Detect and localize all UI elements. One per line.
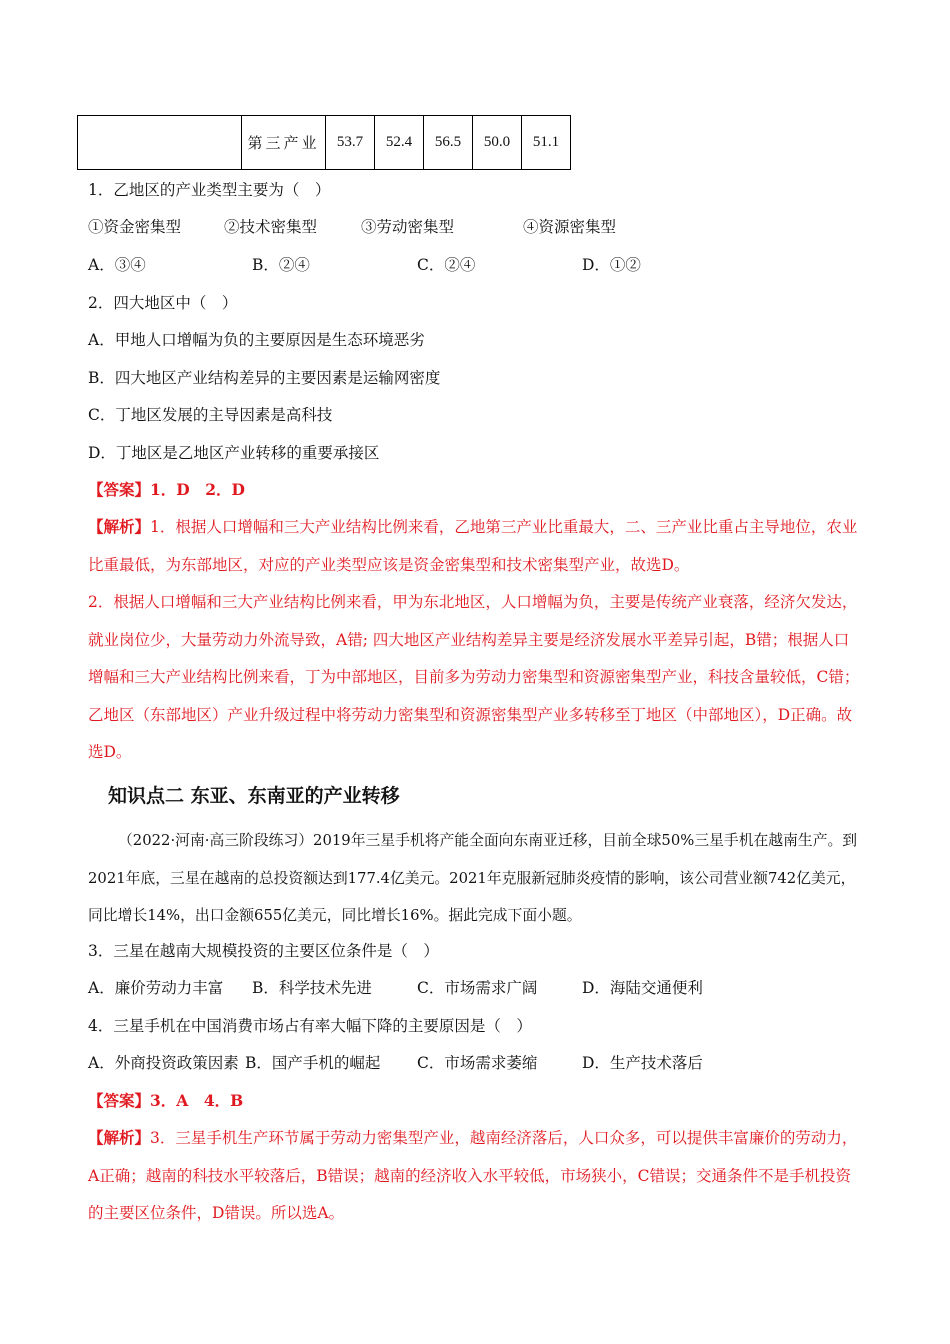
answer-tag: 【答案】 [88, 480, 151, 499]
q1-item: ③劳动密集型 [361, 218, 455, 236]
q1-option-b: B．②④ [252, 256, 310, 274]
q3-stem: 3．三星在越南大规模投资的主要区位条件是（ ） [88, 942, 439, 960]
q1-stem: 1．乙地区的产业类型主要为（ ） [88, 181, 331, 199]
q2-option-c: C．丁地区发展的主导因素是高科技 [88, 406, 333, 424]
q2-option-d: D．丁地区是乙地区产业转移的重要承接区 [88, 444, 380, 462]
analysis-text: 3．三星手机生产环节属于劳动力密集型产业，越南经济落后，人口众多，可以提供丰富廉价的劳动力，A正确；越南的科技水平较落后，B错误；越南的经济收入水平较低，市场狭小，C错误；交通条件不是手机投资的主要区位条件，D错误。所以选A。 [88, 1129, 858, 1222]
answer-block-2 [88, 1090, 243, 1112]
q1-items [88, 216, 868, 238]
q3-options [88, 977, 868, 999]
q4-option-a: A．外商投资政策因素 [88, 1054, 239, 1072]
table-cell: 50.0 [473, 116, 522, 170]
table-cell-empty [78, 116, 242, 170]
q2-stem: 2．四大地区中（ ） [88, 294, 238, 312]
analysis-tag: 【解析】 [88, 517, 151, 536]
q3-option-b: B．科学技术先进 [252, 979, 372, 997]
table-cell: 53.7 [326, 116, 375, 170]
section-title: 知识点二 东亚、东南亚的产业转移 [108, 785, 400, 807]
q1-item: ②技术密集型 [224, 218, 318, 236]
q2-option-a: A．甲地人口增幅为负的主要原因是生态环境恶劣 [88, 331, 425, 349]
q2-option-b: B．四大地区产业结构差异的主要因素是运输网密度 [88, 369, 441, 387]
q4-option-b: B．国产手机的崛起 [245, 1054, 381, 1072]
q1-option-a: A．③④ [88, 256, 146, 274]
analysis-tag: 【解析】 [88, 1128, 151, 1147]
answer-text: 1．D 2．D [150, 480, 245, 499]
material-paragraph: （2022·河南·高三阶段练习）2019年三星手机将产能全面向东南亚迁移，目前全球50%三星手机在越南生产。到2021年底，三星在越南的总投资额达到177.4亿美元。2021年克服新冠肺炎疫情的影响，该公司营业额742亿美元，同比增长14%，出口金额655亿美元，同比增长16%。据此完成下面小题。 [88, 832, 858, 924]
analysis-paragraph [88, 508, 864, 584]
q1-option-c: C．②④ [417, 256, 476, 274]
answer-tag: 【答案】 [88, 1091, 151, 1110]
analysis-text: 1．根据人口增幅和三大产业结构比例来看，乙地第三产业比重最大，二、三产业比重占主导地位，农业比重最低，为东部地区，对应的产业类型应该是资金密集型和技术密集型产业，故选D。 [88, 518, 858, 574]
q4-option-d: D．生产技术落后 [582, 1054, 703, 1072]
table-row-label: 第三产业 [242, 116, 326, 170]
data-table [77, 115, 571, 170]
table-cell: 56.5 [424, 116, 473, 170]
q1-item: ①资金密集型 [88, 218, 182, 236]
answer-text: 3．A 4．B [150, 1091, 244, 1110]
analysis-block-1 [88, 508, 864, 772]
q3-option-c: C．市场需求广阔 [417, 979, 538, 997]
table-cell: 52.4 [375, 116, 424, 170]
q1-option-d: D．①② [582, 256, 641, 274]
q4-stem: 4．三星手机在中国消费市场占有率大幅下降的主要原因是（ ） [88, 1017, 532, 1035]
q1-item: ④资源密集型 [523, 218, 617, 236]
analysis-paragraph [88, 1119, 864, 1233]
table-cell: 51.1 [522, 116, 571, 170]
q4-options [88, 1052, 868, 1074]
q3-option-d: D．海陆交通便利 [582, 979, 703, 997]
q3-option-a: A．廉价劳动力丰富 [88, 979, 224, 997]
answer-block-1 [88, 479, 245, 501]
q4-option-c: C．市场需求萎缩 [417, 1054, 538, 1072]
analysis-paragraph: 2．根据人口增幅和三大产业结构比例来看，甲为东北地区，人口增幅为负，主要是传统产业衰落，经济欠发达，就业岗位少，大量劳动力外流导致，A错; 四大地区产业结构差异主要是经济发展水平差异引起，B错；根据人口增幅和三大产业结构比例来看，丁为中部地区，目前多为劳动力密集型和资源密集型产业，科技含量较低，C错；乙地区（东部地区）产业升级过程中将劳动力密集型和资源密集型产业多转移至丁地区（中部地区），D正确。故选D。 [88, 593, 860, 761]
table-row [78, 116, 571, 170]
analysis-block-2 [88, 1119, 864, 1233]
q1-options [88, 254, 868, 276]
